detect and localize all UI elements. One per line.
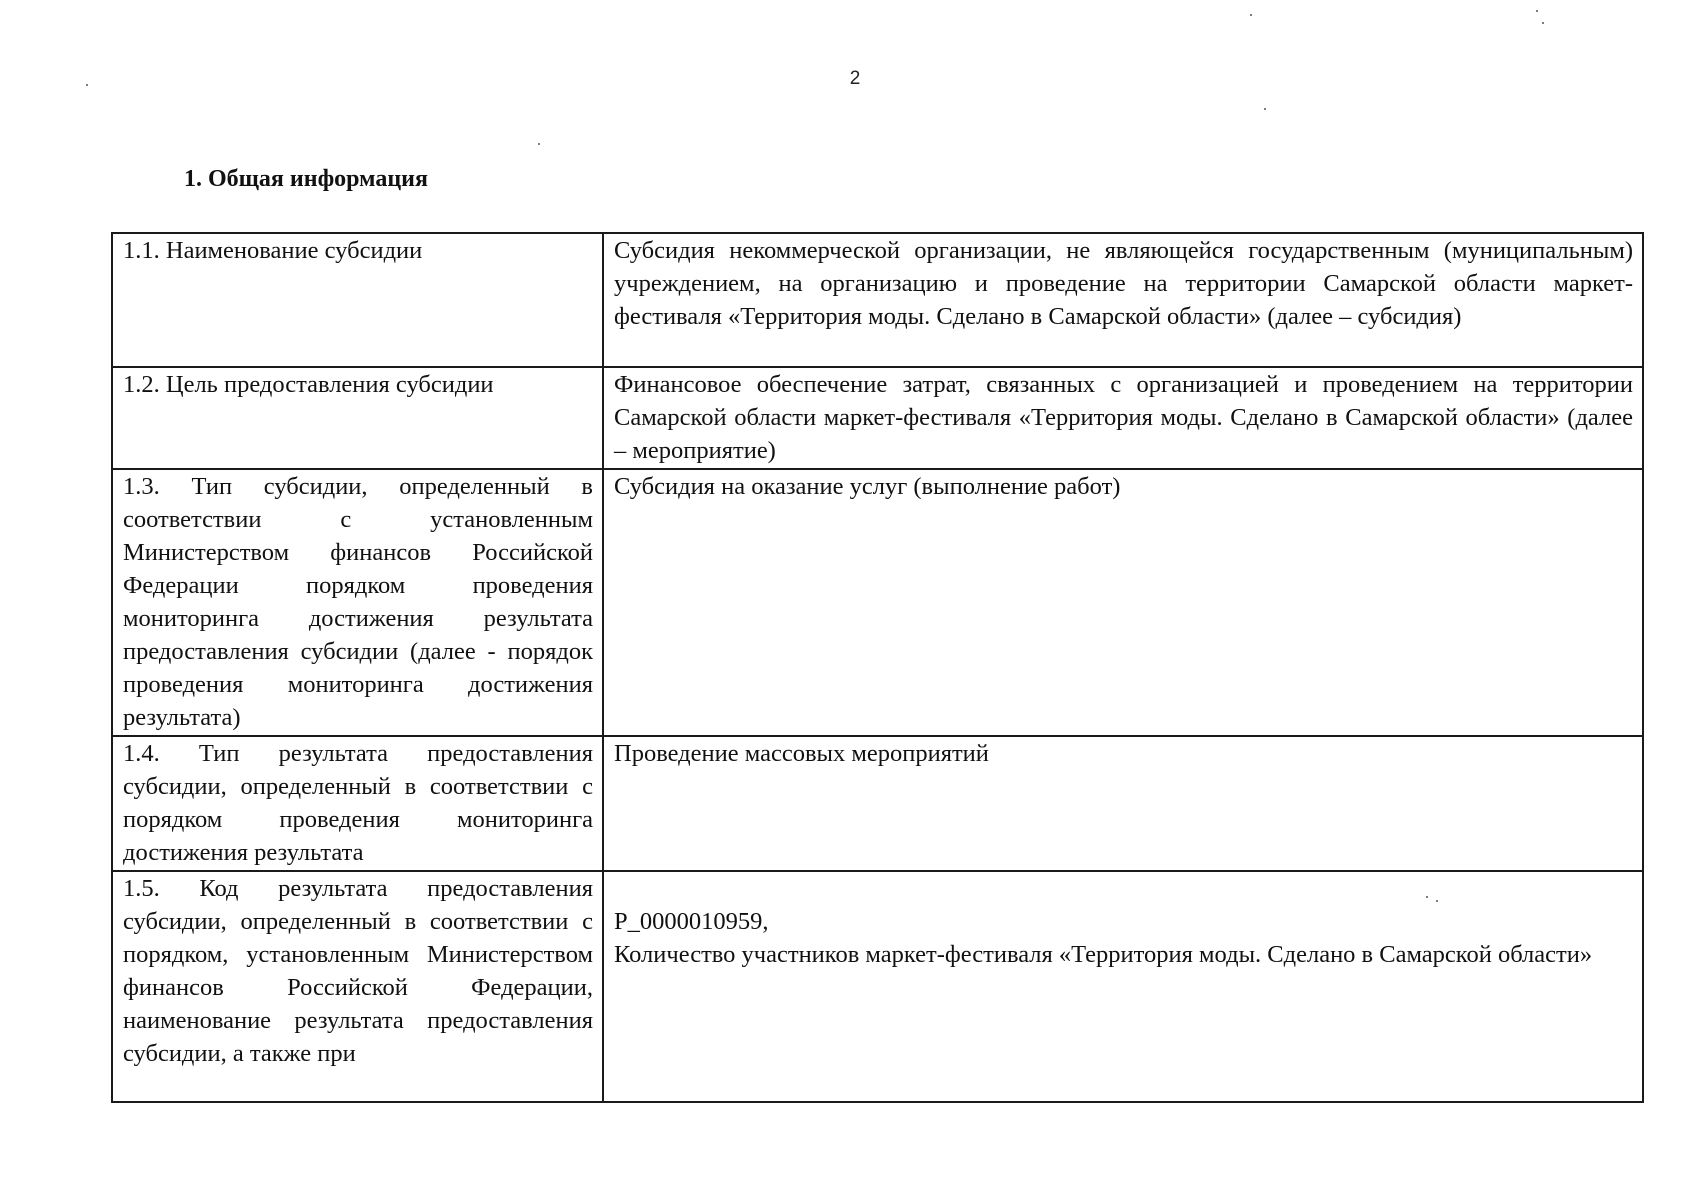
result-name: Количество участников маркет-фестиваля «Территория моды. Сделано в Самарской области» xyxy=(614,941,1593,968)
row-label: 1.5. Код результата предоставления субсидии, определенный в соответствии с порядком, установленным Министерством финансов Российской Федерации, наименование результата предоставления субсидии, а также при xyxy=(112,871,603,1102)
row-label: 1.2. Цель предоставления субсидии xyxy=(112,367,603,469)
table-row xyxy=(112,871,1643,1102)
table-row xyxy=(112,233,1643,367)
row-value: Субсидия некоммерческой организации, не являющейся государственным (муниципальным) учреждением, на организацию и проведение на территории Самарской области маркет-фестиваля «Территория моды. Сделано в Самарской области» (далее – субсидия) xyxy=(603,233,1643,367)
row-value: Финансовое обеспечение затрат, связанных с организацией и проведением на территории Самарской области маркет-фестиваля «Территория моды. Сделано в Самарской области» (далее – мероприятие) xyxy=(603,367,1643,469)
general-info-table xyxy=(111,232,1644,1103)
row-label: 1.4. Тип результата предоставления субсидии, определенный в соответствии с порядком проведения мониторинга достижения результата xyxy=(112,736,603,871)
section-title: 1. Общая информация xyxy=(184,166,428,192)
page-number: 2 xyxy=(849,68,861,89)
table-row xyxy=(112,736,1643,871)
scan-speck xyxy=(1536,10,1538,12)
row-value xyxy=(603,871,1643,1102)
row-value: Проведение массовых мероприятий xyxy=(603,736,1643,871)
row-label: 1.3. Тип субсидии, определенный в соответствии с установленным Министерством финансов Российской Федерации порядком проведения мониторинга достижения результата предоставления субсидии (далее - порядок проведения мониторинга достижения результата) xyxy=(112,469,603,736)
scan-speck xyxy=(538,143,540,145)
row-label: 1.1. Наименование субсидии xyxy=(112,233,603,367)
scan-speck xyxy=(86,84,88,86)
result-code: P_0000010959, xyxy=(614,908,769,935)
scan-speck xyxy=(1542,22,1544,24)
scan-speck xyxy=(1250,14,1252,16)
table-row xyxy=(112,469,1643,736)
row-value: Субсидия на оказание услуг (выполнение работ) xyxy=(603,469,1643,736)
table-row xyxy=(112,367,1643,469)
scan-speck xyxy=(1264,108,1266,110)
